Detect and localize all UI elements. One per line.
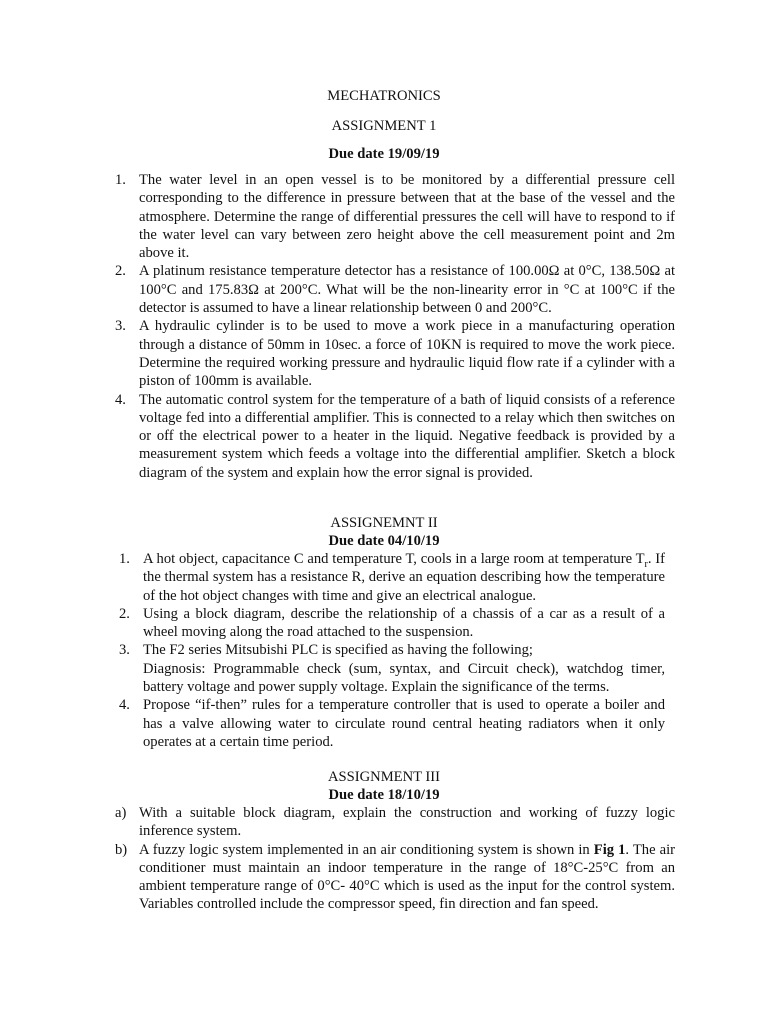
list-item — [119, 641, 665, 696]
question-letter: b) — [115, 841, 128, 858]
question-number: 3. — [119, 642, 130, 659]
list-item — [119, 696, 665, 751]
question-number: 3. — [115, 318, 126, 335]
list-item — [115, 804, 675, 841]
question-text: With a suitable block diagram, explain the construction and working of fuzzy logic inference system. — [139, 805, 675, 840]
assignment2-heading: ASSIGNEMNT II — [330, 515, 438, 531]
assignment1-due-date: Due date 19/09/19 — [328, 146, 440, 162]
list-item — [115, 391, 675, 482]
list-item — [115, 841, 675, 914]
question-text: Using a block diagram, describe the relationship of a chassis of a car as a result of a wheel moving along the road attached to the suspension. — [143, 605, 665, 641]
list-item — [115, 171, 675, 262]
question-letter: a) — [115, 805, 127, 821]
question-text: The automatic control system for the temperature of a bath of liquid consists of a reference voltage fed into a differential amplifier. This is connected to a relay which then switches on or off the electrical power to a heater in the liquid. Negative feedback is provided by a measurement system which feeds a voltage into the differential amplifier. Sketch a block diagram of the system and explain how the error signal is provided. — [139, 391, 675, 481]
question-text: A fuzzy logic system implemented in an air conditioning system is shown in Fig 1. The air conditioner must maintain an indoor temperature in the range of 18°C-25°C from an ambient temperature range of 0°C- 40°C which is used as the input for the control system. Variables controlled include the compressor speed, fin direction and fan speed. — [139, 841, 675, 913]
assignment2-due-date: Due date 04/10/19 — [328, 533, 440, 549]
assignment1-questions — [115, 171, 675, 482]
question-text: A platinum resistance temperature detector has a resistance of 100.00Ω at 0°C, 138.50Ω at 100°C and 175.83Ω at 200°C. What will be the non-linearity error in °C at 100°C if the detector is assumed to have a linear relationship between 0 and 200°C. — [139, 263, 675, 317]
question-text: A hydraulic cylinder is to be used to move a work piece in a manufacturing operation through a distance of 50mm in 10sec. a force of 10KN is required to move the work piece. Determine the required working pressure and hydraulic liquid flow rate if a cylinder with a piston of 100mm is available. — [139, 318, 675, 390]
assignment3-questions — [115, 804, 675, 914]
list-item — [119, 605, 665, 642]
question-number: 1. — [115, 172, 126, 188]
assignment1-heading: ASSIGNMENT 1 — [331, 118, 437, 134]
question-number: 1. — [119, 551, 130, 567]
assignment3-due-date: Due date 18/10/19 — [328, 787, 440, 803]
assignment2-questions — [119, 550, 665, 751]
list-item — [115, 262, 675, 317]
assignment3-heading: ASSIGNMENT III — [327, 769, 441, 785]
course-title: MECHATRONICS — [327, 88, 441, 104]
list-item — [119, 550, 665, 605]
question-number: 2. — [115, 263, 126, 280]
figure-reference: Fig 1 — [593, 841, 626, 858]
question-text-continued: Diagnosis: Programmable check (sum, syntax, and Circuit check), watchdog timer, battery voltage and power supply voltage. Explain the significance of the terms. — [143, 660, 665, 696]
question-number: 4. — [119, 697, 130, 714]
question-text: A hot object, capacitance C and temperature T, cools in a large room at temperature $T_r$. If the thermal system has a resistance R, derive an equation describing how the temperature of the hot object changes with time and give an electrical analogue. — [143, 551, 665, 604]
list-item — [115, 317, 675, 390]
question-text: The F2 series Mitsubishi PLC is specified as having the following; — [143, 642, 533, 659]
question-text: The water level in an open vessel is to be monitored by a differential pressure cell corresponding to the difference in pressure between that at the base of the vessel and the atmosphere. Determine the range of differential pressures the cell will have to respond to if the water level can vary between zero height above the cell measurement point and 2m above it. — [139, 172, 675, 262]
question-number: 4. — [115, 391, 126, 408]
question-number: 2. — [119, 605, 130, 622]
question-text: Propose “if-then” rules for a temperature controller that is used to operate a boiler and has a valve allowing water to circulate round central heating radiators when it only operates at a certain time period. — [143, 697, 665, 750]
